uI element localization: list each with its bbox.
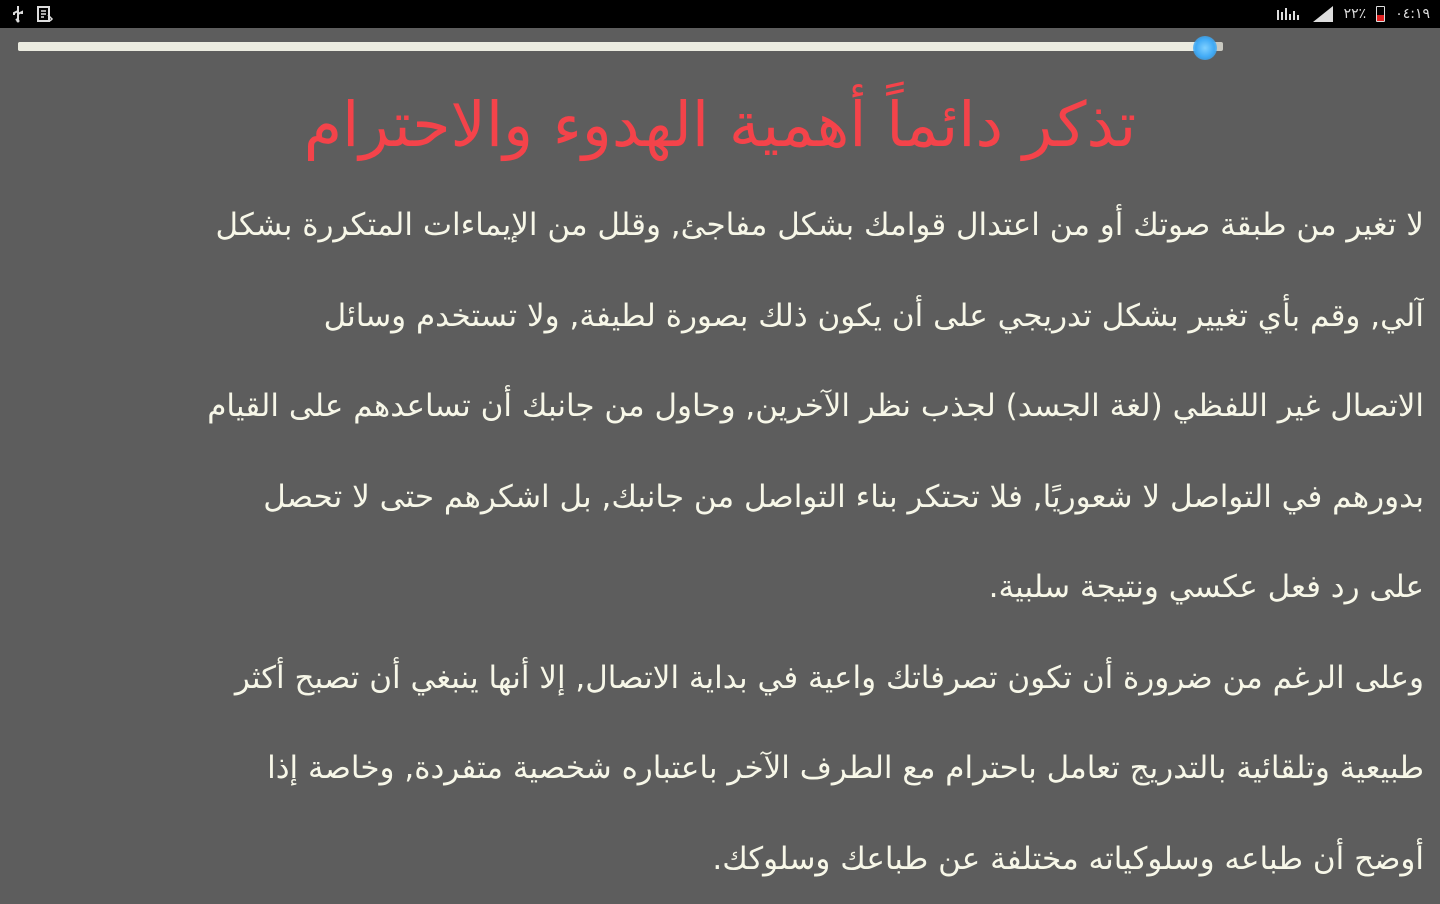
- battery-percentage: ٢٢٪: [1344, 6, 1367, 22]
- usb-icon: [10, 4, 26, 24]
- article-line: طبيعية وتلقائية بالتدريج تعامل باحترام مع الطرف الآخر باعتباره شخصية متفردة, وخاصة إذا: [16, 723, 1424, 814]
- article-line: أوضح أن طباعه وسلوكياته مختلفة عن طباعك وسلوكك.: [16, 814, 1424, 904]
- status-right: [1276, 4, 1430, 24]
- article-line: بدورهم في التواصل لا شعوريًا, فلا تحتكر بناء التواصل من جانبك, بل اشكرهم حتى لا تحصل: [16, 452, 1424, 543]
- article-title: تذكر دائماً أهمية الهدوء والاحترام: [0, 80, 1440, 170]
- roaming-data-icon: [1276, 4, 1302, 24]
- article-line: لا تغير من طبقة صوتك أو من اعتدال قوامك بشكل مفاجئ, وقلل من الإيماءات المتكررة بشكل: [16, 180, 1424, 271]
- status-left: [10, 4, 54, 24]
- status-bar: [0, 0, 1440, 28]
- reading-progress-slider[interactable]: [18, 38, 1223, 56]
- status-time: ٠٤:١٩: [1395, 6, 1430, 22]
- article-line: آلي, وقم بأي تغيير بشكل تدريجي على أن يكون ذلك بصورة لطيفة, ولا تستخدم وسائل: [16, 271, 1424, 362]
- notification-document-icon: [36, 4, 54, 24]
- article-line: الاتصال غير اللفظي (لغة الجسد) لجذب نظر الآخرين, وحاول من جانبك أن تساعدهم على القيام: [16, 361, 1424, 452]
- article-line: وعلى الرغم من ضرورة أن تكون تصرفاتك واعية في بداية الاتصال, إلا أنها ينبغي أن تصبح أكثر: [16, 633, 1424, 724]
- progress-thumb[interactable]: [1193, 36, 1217, 60]
- signal-strength-icon: [1312, 4, 1334, 24]
- battery-icon: [1376, 4, 1385, 24]
- progress-fill: [18, 42, 1205, 51]
- article-line: على رد فعل عكسي ونتيجة سلبية.: [16, 542, 1424, 633]
- article-body: [16, 180, 1424, 904]
